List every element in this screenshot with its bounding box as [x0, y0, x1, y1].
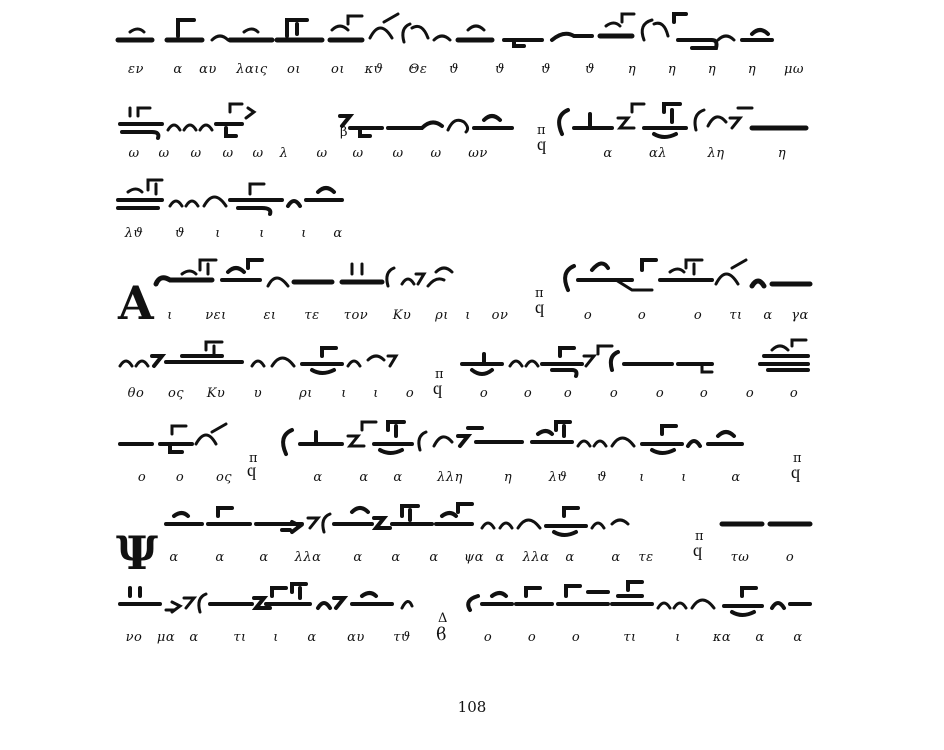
syllable: λ [279, 146, 289, 161]
syllable: τι [233, 630, 247, 645]
syllable: ο [745, 386, 755, 401]
syllable: Κυ [392, 308, 412, 323]
syllable: α [755, 630, 765, 645]
syllable: η [777, 146, 787, 161]
syllable: α [173, 62, 183, 77]
syllable: ϑ [175, 226, 185, 241]
syllable: η [667, 62, 677, 77]
pa-marker-lower: ϥ [693, 544, 703, 565]
syllable: ι [465, 308, 471, 323]
neume-notation-4 [112, 256, 812, 296]
syllable: τε [304, 308, 320, 323]
syllable: κα [712, 630, 732, 645]
lyric-row-4 [112, 308, 812, 330]
delta-marker-lower: ϐ [436, 624, 447, 645]
syllable: ο [789, 386, 799, 401]
neume-row-3 [112, 176, 812, 216]
syllable: η [747, 62, 757, 77]
lyric-row-2 [112, 146, 812, 168]
syllable: Θε [408, 62, 428, 77]
syllable: ων [468, 146, 488, 161]
syllable: κϑ [364, 62, 384, 77]
syllable: α [611, 550, 621, 565]
syllable: ι [373, 386, 379, 401]
syllable: ο [483, 630, 493, 645]
page-number: 108 [457, 698, 487, 716]
syllable: ο [571, 630, 581, 645]
syllable: λη [707, 146, 725, 161]
pa-marker-upper: π [435, 367, 444, 382]
syllable: αυ [347, 630, 365, 645]
syllable: ϑ [585, 62, 595, 77]
syllable: ον [491, 308, 509, 323]
syllable: ω [128, 146, 140, 161]
syllable: ι [167, 308, 173, 323]
syllable: ο [405, 386, 415, 401]
syllable: α [763, 308, 773, 323]
syllable: τι [729, 308, 743, 323]
pa-marker-lower: ϥ [791, 466, 801, 487]
syllable: ϑ [541, 62, 551, 77]
small-marker: β [340, 125, 348, 140]
neume-notation-1 [112, 10, 812, 50]
delta-marker-upper: Δ [438, 611, 448, 626]
syllable: τϑ [393, 630, 411, 645]
syllable: α [603, 146, 613, 161]
syllable: ω [158, 146, 170, 161]
syllable: ι [259, 226, 265, 241]
syllable: ϑ [495, 62, 505, 77]
syllable: ψα [464, 550, 484, 565]
neume-row-8 [112, 582, 812, 622]
syllable: ο [479, 386, 489, 401]
syllable: ι [675, 630, 681, 645]
syllable: οι [287, 62, 301, 77]
syllable: λϑ [124, 226, 144, 241]
syllable: ρι [435, 308, 449, 323]
syllable: ος [215, 470, 233, 485]
syllable: τον [343, 308, 369, 323]
syllable: ο [583, 308, 593, 323]
syllable: ω [252, 146, 264, 161]
syllable: νο [125, 630, 143, 645]
syllable: η [627, 62, 637, 77]
pa-marker-upper: π [535, 286, 544, 301]
lyric-row-6 [112, 466, 812, 492]
neume-notation-8 [112, 582, 812, 622]
syllable: Κυ [206, 386, 226, 401]
syllable: α [391, 550, 401, 565]
syllable: λαις [236, 62, 268, 77]
syllable: ϑ [449, 62, 459, 77]
syllable: ο [637, 308, 647, 323]
syllable: α [495, 550, 505, 565]
syllable: λλα [522, 550, 550, 565]
syllable: ο [655, 386, 665, 401]
syllable: οι [331, 62, 345, 77]
drop-cap-initial: Α [118, 276, 154, 330]
syllable: ο [785, 550, 795, 565]
syllable: α [353, 550, 363, 565]
syllable: ος [167, 386, 185, 401]
pa-marker-lower: ϥ [433, 382, 443, 403]
syllable: ο [137, 470, 147, 485]
pa-marker-upper: π [249, 451, 258, 466]
syllable: τε [638, 550, 654, 565]
pa-marker-upper: π [537, 123, 546, 138]
syllable: υ [253, 386, 263, 401]
syllable: α [359, 470, 369, 485]
syllable: α [429, 550, 439, 565]
neume-row-7 [112, 502, 812, 542]
syllable: ι [215, 226, 221, 241]
syllable: ω [222, 146, 234, 161]
lyric-row-1 [112, 62, 812, 84]
syllable: ι [341, 386, 347, 401]
syllable: α [565, 550, 575, 565]
syllable: ι [681, 470, 687, 485]
syllable: α [333, 226, 343, 241]
lyric-row-7 [112, 550, 812, 572]
syllable: α [215, 550, 225, 565]
syllable: λλη [437, 470, 463, 485]
syllable: α [393, 470, 403, 485]
syllable: ο [527, 630, 537, 645]
syllable: λϑ [548, 470, 568, 485]
lyric-row-3 [112, 226, 812, 248]
syllable: ο [563, 386, 573, 401]
syllable: τι [623, 630, 637, 645]
pa-marker-lower: ϥ [537, 138, 547, 159]
syllable: λλα [294, 550, 322, 565]
neume-row-2 [112, 100, 812, 140]
neume-row-6 [112, 420, 812, 460]
syllable: μω [783, 62, 805, 77]
syllable: α [313, 470, 323, 485]
neume-notation-5 [112, 340, 812, 380]
pa-marker-lower: ϥ [535, 301, 545, 322]
lyric-row-5 [112, 382, 812, 408]
pa-marker-upper: π [793, 451, 802, 466]
syllable: α [731, 470, 741, 485]
syllable: αυ [199, 62, 217, 77]
neume-row-1 [112, 10, 812, 50]
syllable: ω [392, 146, 404, 161]
syllable: ει [263, 308, 277, 323]
syllable: ο [699, 386, 709, 401]
neume-notation-2 [112, 100, 812, 140]
drop-cap-initial: Ψ [116, 526, 159, 580]
syllable: ι [639, 470, 645, 485]
neume-row-4 [112, 256, 812, 296]
syllable: ο [175, 470, 185, 485]
syllable: ω [190, 146, 202, 161]
pa-marker-lower: ϥ [247, 464, 257, 485]
neume-notation-7 [112, 502, 812, 542]
neume-row-5 [112, 340, 812, 380]
syllable: γα [791, 308, 809, 323]
syllable: η [707, 62, 717, 77]
pa-marker-upper: π [695, 529, 704, 544]
syllable: νει [205, 308, 227, 323]
syllable: ι [301, 226, 307, 241]
neume-notation-3 [112, 176, 812, 216]
syllable: ω [352, 146, 364, 161]
syllable: αλ [648, 146, 668, 161]
syllable: α [259, 550, 269, 565]
syllable: εν [128, 62, 144, 77]
syllable: ο [609, 386, 619, 401]
syllable: θο [127, 386, 145, 401]
syllable: ο [523, 386, 533, 401]
neume-notation-6 [112, 420, 812, 460]
syllable: ο [693, 308, 703, 323]
syllable: ι [273, 630, 279, 645]
syllable: η [503, 470, 513, 485]
syllable: μα [156, 630, 176, 645]
lyric-row-8 [112, 630, 812, 652]
syllable: ρι [299, 386, 313, 401]
syllable: α [189, 630, 199, 645]
syllable: ω [430, 146, 442, 161]
syllable: α [169, 550, 179, 565]
syllable: ϑ [597, 470, 607, 485]
syllable: ω [316, 146, 328, 161]
syllable: α [307, 630, 317, 645]
syllable: τω [730, 550, 750, 565]
syllable: α [793, 630, 803, 645]
